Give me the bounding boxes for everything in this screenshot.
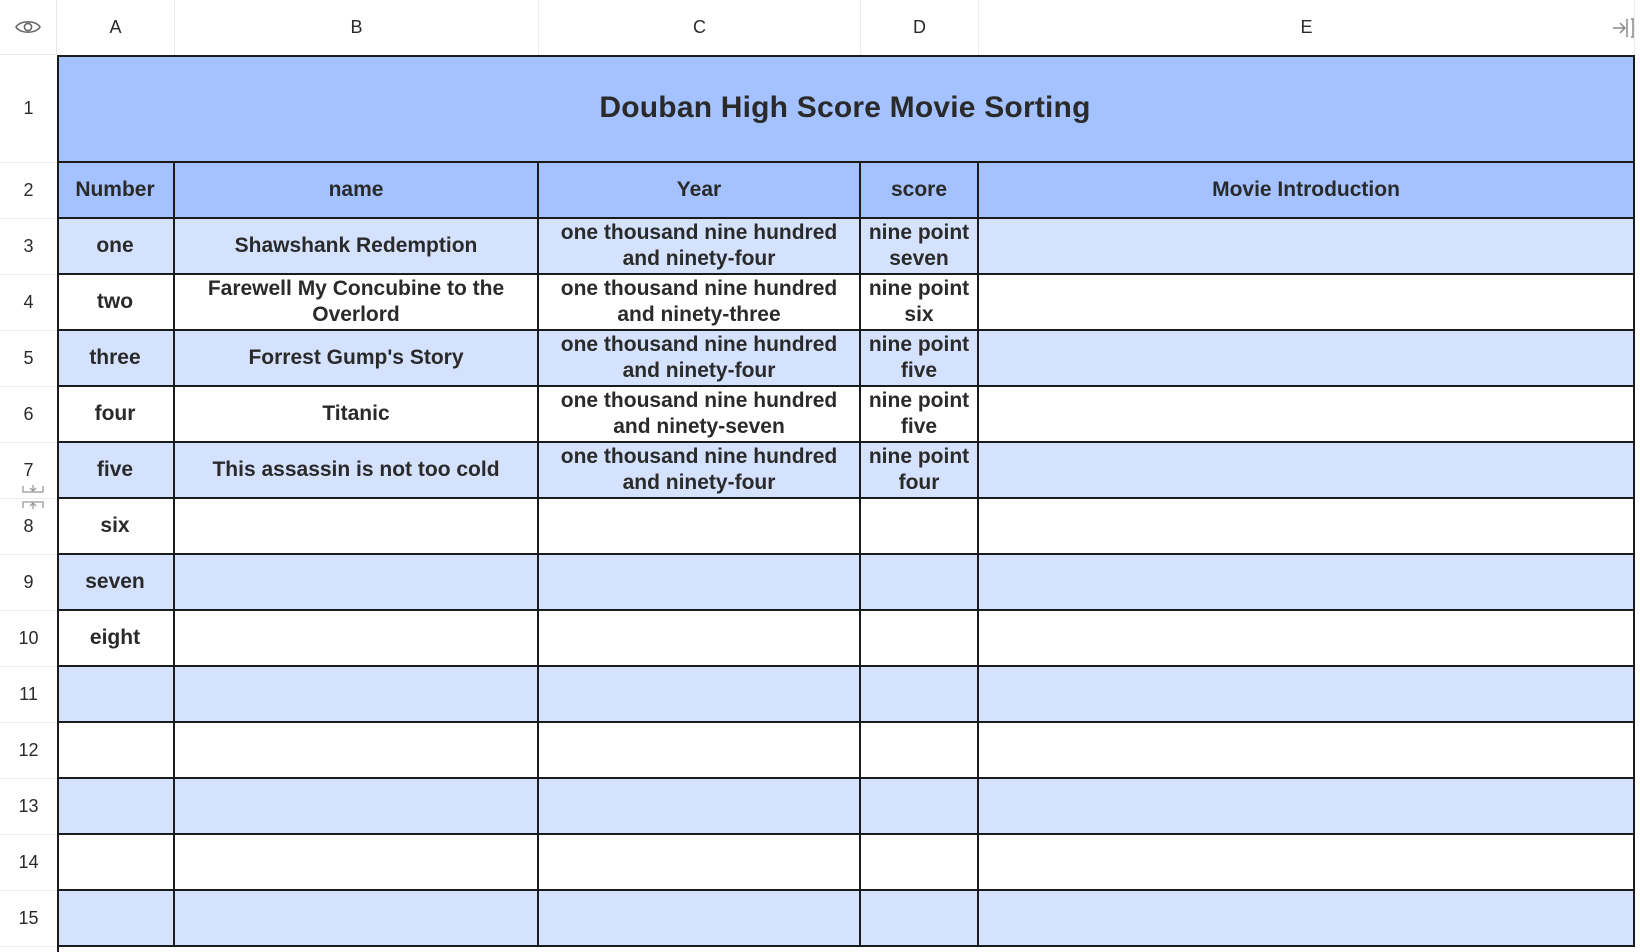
cell-a15[interactable] bbox=[57, 891, 175, 947]
cell-c7[interactable]: one thousand nine hundred and ninety-four bbox=[539, 443, 861, 499]
header-cell-b[interactable]: name bbox=[175, 163, 539, 219]
cell-b3[interactable]: Shawshank Redemption bbox=[175, 219, 539, 275]
cell-c6[interactable]: one thousand nine hundred and ninety-seven bbox=[539, 387, 861, 443]
cell-d10[interactable] bbox=[861, 611, 979, 667]
column-header-e[interactable]: E bbox=[979, 0, 1635, 55]
cell-e4[interactable] bbox=[979, 275, 1635, 331]
column-header-bar bbox=[0, 0, 1640, 55]
row-header-6[interactable]: 6 bbox=[0, 387, 57, 443]
cell-c4[interactable]: one thousand nine hundred and ninety-three bbox=[539, 275, 861, 331]
cell-a6[interactable]: four bbox=[57, 387, 175, 443]
header-cell-e[interactable]: Movie Introduction bbox=[979, 163, 1635, 219]
cell-b11[interactable] bbox=[175, 667, 539, 723]
cell-d9[interactable] bbox=[861, 555, 979, 611]
cell-b10[interactable] bbox=[175, 611, 539, 667]
cell-b9[interactable] bbox=[175, 555, 539, 611]
row-header-11[interactable]: 11 bbox=[0, 667, 57, 723]
row-header-8[interactable]: 8 bbox=[0, 499, 57, 555]
cell-d3[interactable]: nine point seven bbox=[861, 219, 979, 275]
row-header-2[interactable]: 2 bbox=[0, 163, 57, 219]
row-header-14[interactable]: 14 bbox=[0, 835, 57, 891]
cell-b7[interactable]: This assassin is not too cold bbox=[175, 443, 539, 499]
grid-left-border bbox=[57, 55, 59, 952]
column-header-a[interactable]: A bbox=[57, 0, 175, 55]
cell-a11[interactable] bbox=[57, 667, 175, 723]
cell-d4[interactable]: nine point six bbox=[861, 275, 979, 331]
cell-b5[interactable]: Forrest Gump's Story bbox=[175, 331, 539, 387]
row-header-9[interactable]: 9 bbox=[0, 555, 57, 611]
header-cell-d[interactable]: score bbox=[861, 163, 979, 219]
column-header-c[interactable]: C bbox=[539, 0, 861, 55]
cell-a4[interactable]: two bbox=[57, 275, 175, 331]
cell-c8[interactable] bbox=[539, 499, 861, 555]
cell-e3[interactable] bbox=[979, 219, 1635, 275]
cell-c5[interactable]: one thousand nine hundred and ninety-four bbox=[539, 331, 861, 387]
cell-a7[interactable]: five bbox=[57, 443, 175, 499]
cell-d5[interactable]: nine point five bbox=[861, 331, 979, 387]
cell-c14[interactable] bbox=[539, 835, 861, 891]
cell-e13[interactable] bbox=[979, 779, 1635, 835]
cell-e11[interactable] bbox=[979, 667, 1635, 723]
cell-e7[interactable] bbox=[979, 443, 1635, 499]
cell-c15[interactable] bbox=[539, 891, 861, 947]
cell-b6[interactable]: Titanic bbox=[175, 387, 539, 443]
cell-a8[interactable]: six bbox=[57, 499, 175, 555]
header-cell-a[interactable]: Number bbox=[57, 163, 175, 219]
cell-b12[interactable] bbox=[175, 723, 539, 779]
column-header-d[interactable]: D bbox=[861, 0, 979, 55]
cell-e9[interactable] bbox=[979, 555, 1635, 611]
cell-d8[interactable] bbox=[861, 499, 979, 555]
cell-a9[interactable]: seven bbox=[57, 555, 175, 611]
cell-e12[interactable] bbox=[979, 723, 1635, 779]
cell-e15[interactable] bbox=[979, 891, 1635, 947]
cell-e5[interactable] bbox=[979, 331, 1635, 387]
row-header-10[interactable]: 10 bbox=[0, 611, 57, 667]
cell-b8[interactable] bbox=[175, 499, 539, 555]
cell-c13[interactable] bbox=[539, 779, 861, 835]
cell-d7[interactable]: nine point four bbox=[861, 443, 979, 499]
row-resize-icon[interactable] bbox=[20, 484, 46, 510]
row-header-5[interactable]: 5 bbox=[0, 331, 57, 387]
cell-a10[interactable]: eight bbox=[57, 611, 175, 667]
title-cell[interactable]: Douban High Score Movie Sorting bbox=[57, 55, 1635, 163]
cell-d11[interactable] bbox=[861, 667, 979, 723]
column-header-b[interactable]: B bbox=[175, 0, 539, 55]
cell-a12[interactable] bbox=[57, 723, 175, 779]
cell-b14[interactable] bbox=[175, 835, 539, 891]
eye-icon[interactable] bbox=[15, 18, 41, 36]
cell-d6[interactable]: nine point five bbox=[861, 387, 979, 443]
grid-top-border bbox=[57, 55, 1635, 57]
collapse-panel-icon[interactable] bbox=[1612, 16, 1634, 40]
cell-d13[interactable] bbox=[861, 779, 979, 835]
cell-c9[interactable] bbox=[539, 555, 861, 611]
row-header-4[interactable]: 4 bbox=[0, 275, 57, 331]
cell-c11[interactable] bbox=[539, 667, 861, 723]
cell-c12[interactable] bbox=[539, 723, 861, 779]
cell-a3[interactable]: one bbox=[57, 219, 175, 275]
cell-d12[interactable] bbox=[861, 723, 979, 779]
cell-e8[interactable] bbox=[979, 499, 1635, 555]
cell-a5[interactable]: three bbox=[57, 331, 175, 387]
cell-a13[interactable] bbox=[57, 779, 175, 835]
row-header-15[interactable]: 15 bbox=[0, 891, 57, 947]
cell-a14[interactable] bbox=[57, 835, 175, 891]
row-header-7[interactable]: 7 bbox=[0, 443, 57, 499]
cell-d15[interactable] bbox=[861, 891, 979, 947]
cell-b4[interactable]: Farewell My Concubine to the Overlord bbox=[175, 275, 539, 331]
cell-b13[interactable] bbox=[175, 779, 539, 835]
cell-e14[interactable] bbox=[979, 835, 1635, 891]
row-header-13[interactable]: 13 bbox=[0, 779, 57, 835]
cell-e6[interactable] bbox=[979, 387, 1635, 443]
select-all-corner[interactable] bbox=[0, 0, 57, 55]
row-header-3[interactable]: 3 bbox=[0, 219, 57, 275]
cell-c3[interactable]: one thousand nine hundred and ninety-four bbox=[539, 219, 861, 275]
cell-e10[interactable] bbox=[979, 611, 1635, 667]
row-header-1[interactable]: 1 bbox=[0, 55, 57, 163]
cell-d14[interactable] bbox=[861, 835, 979, 891]
header-cell-c[interactable]: Year bbox=[539, 163, 861, 219]
cell-b15[interactable] bbox=[175, 891, 539, 947]
row-header-12[interactable]: 12 bbox=[0, 723, 57, 779]
cell-c10[interactable] bbox=[539, 611, 861, 667]
